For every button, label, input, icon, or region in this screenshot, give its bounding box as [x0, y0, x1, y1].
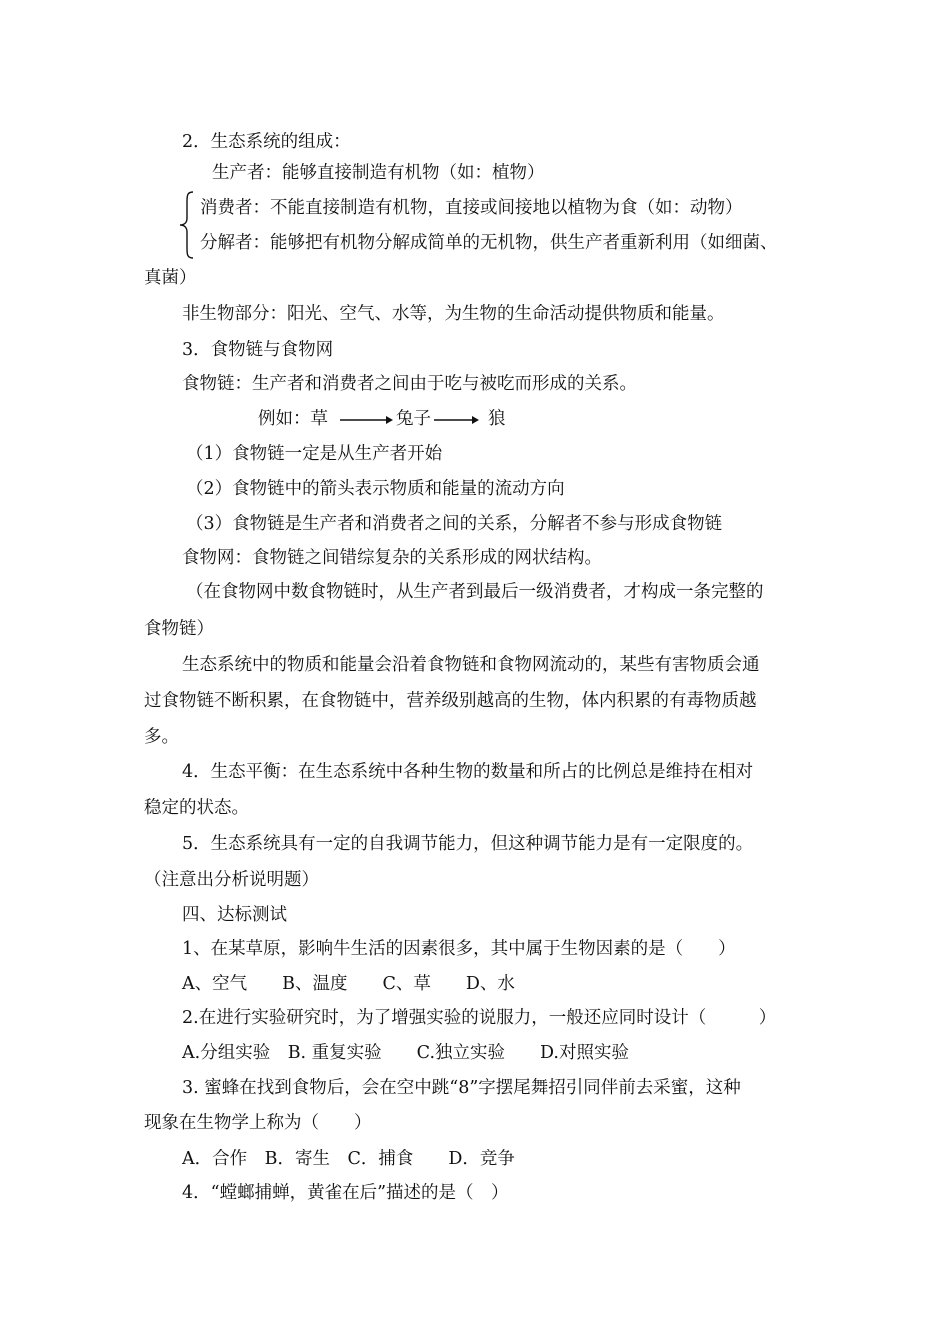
section-4-heading: 4．生态平衡：在生态系统中各种生物的数量和所占的比例总是维持在相对: [182, 762, 754, 782]
food-web-note-cont: 食物链）: [144, 619, 214, 639]
food-web-definition: 食物网：食物链之间错综复杂的关系形成的网状结构。: [182, 548, 602, 568]
food-chain-start: 例如：草: [258, 409, 328, 429]
section-5-heading: 5．生态系统具有一定的自我调节能力，但这种调节能力是有一定限度的。: [182, 834, 754, 854]
question-2: 2.在进行实验研究时，为了增强实验的说服力，一般还应同时设计（ ）: [182, 1008, 777, 1028]
bioaccumulation-paragraph-cont-1: 过食物链不断积累，在食物链中，营养级别越高的生物，体内积累的有毒物质越: [144, 691, 757, 711]
arrow-right-icon: [434, 414, 480, 426]
consumer-line: 消费者：不能直接制造有机物，直接或间接地以植物为食（如：动物）: [200, 198, 743, 218]
bioaccumulation-paragraph-cont-2: 多。: [144, 727, 179, 747]
section-3-heading: 3．食物链与食物网: [182, 340, 334, 360]
decomposer-line: 分解者：能够把有机物分解成简单的无机物，供生产者重新利用（如细菌、: [200, 233, 778, 253]
food-chain-end: 狼: [488, 409, 506, 429]
section-5-note: （注意出分析说明题）: [144, 870, 319, 890]
food-chain-note-2: （2）食物链中的箭头表示物质和能量的流动方向: [186, 479, 565, 499]
quiz-heading: 四、达标测试: [182, 905, 287, 925]
question-3-options: A．合作 B．寄生 C．捕食 D．竞争: [182, 1149, 515, 1169]
question-4: 4．“螳螂捕蝉，黄雀在后”描述的是（ ）: [182, 1183, 509, 1203]
food-chain-middle: 兔子: [396, 409, 431, 429]
question-2-options: A.分组实验 B. 重复实验 C.独立实验 D.对照实验: [182, 1043, 629, 1063]
food-chain-note-3: （3）食物链是生产者和消费者之间的关系，分解者不参与形成食物链: [186, 514, 723, 534]
abiotic-line: 非生物部分：阳光、空气、水等，为生物的生命活动提供物质和能量。: [182, 304, 725, 324]
question-3-cont: 现象在生物学上称为（ ）: [144, 1113, 372, 1133]
bioaccumulation-paragraph: 生态系统中的物质和能量会沿着食物链和食物网流动的，某些有害物质会通: [182, 655, 760, 675]
arrow-right-icon: [340, 414, 394, 426]
question-1-options: A、空气 B、温度 C、草 D、水: [182, 974, 515, 994]
brace-icon: [178, 190, 196, 260]
food-chain-definition: 食物链：生产者和消费者之间由于吃与被吃而形成的关系。: [182, 374, 637, 394]
producer-line: 生产者：能够直接制造有机物（如：植物）: [212, 163, 545, 183]
question-1: 1、在某草原，影响牛生活的因素很多，其中属于生物因素的是（ ）: [182, 939, 736, 959]
food-web-note: （在食物网中数食物链时，从生产者到最后一级消费者，才构成一条完整的: [186, 582, 764, 602]
decomposer-line-cont: 真菌）: [144, 268, 197, 288]
food-chain-note-1: （1）食物链一定是从生产者开始: [186, 444, 443, 464]
section-4-cont: 稳定的状态。: [144, 798, 249, 818]
section-2-heading: 2．生态系统的组成：: [182, 132, 351, 152]
question-3: 3. 蜜蜂在找到食物后，会在空中跳“8”字摆尾舞招引同伴前去采蜜，这种: [182, 1078, 741, 1098]
